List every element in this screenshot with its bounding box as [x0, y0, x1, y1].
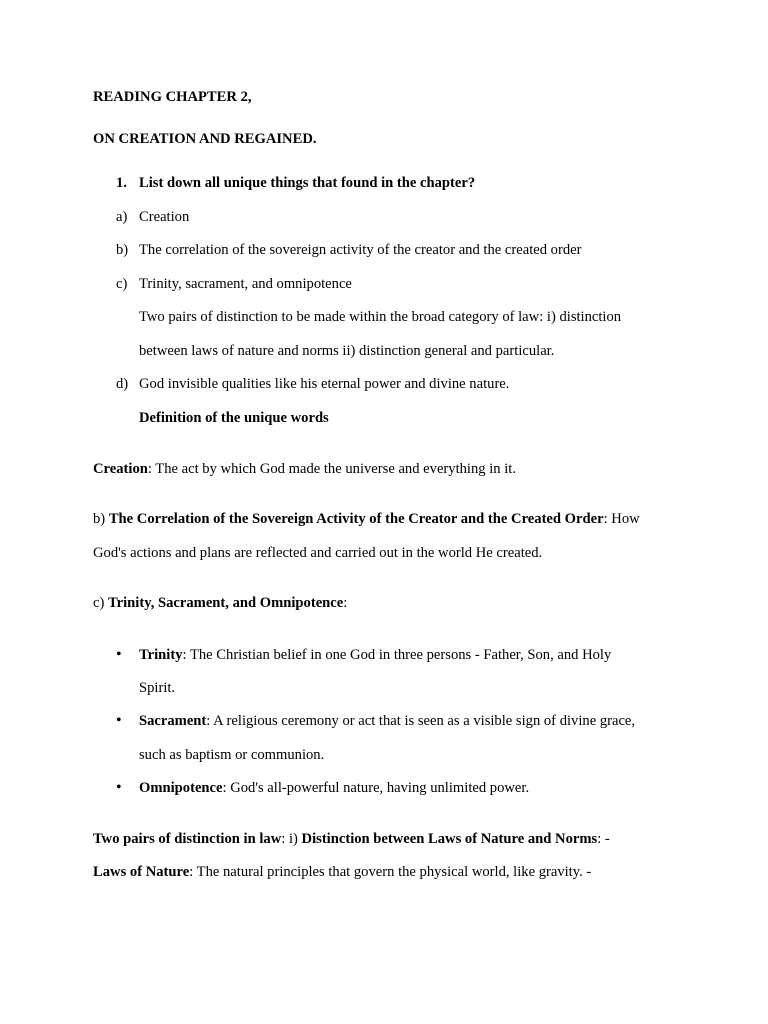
- bullet-icon: •: [116, 779, 122, 796]
- law-end-text: : -: [597, 831, 610, 847]
- trinity-bullet-line2: Spirit.: [139, 680, 176, 696]
- list-item-c-extra-line2: between laws of nature and norms ii) distinction general and particular.: [139, 343, 555, 359]
- sacrament-bullet-line1: [139, 712, 635, 730]
- law-mid-text: : i): [281, 831, 302, 847]
- trinity-heading-prefix: c): [93, 595, 108, 611]
- bullet-icon: •: [116, 646, 122, 663]
- correlation-term: The Correlation of the Sovereign Activity of the Creator and the Created Order: [108, 511, 604, 527]
- question-text: List down all unique things that found in the chapter?: [139, 175, 476, 191]
- list-item-d: God invisible qualities like his eternal power and divine nature.: [139, 376, 510, 392]
- list-item-b: The correlation of the sovereign activity of the creator and the created order: [139, 242, 582, 258]
- correlation-prefix: b): [93, 511, 109, 527]
- sacrament-bullet-line2: such as baptism or communion.: [139, 747, 325, 763]
- creation-term: Creation: [93, 461, 148, 477]
- law-distinction-line2: [93, 863, 591, 881]
- sacrament-text: : A religious ceremony or act that is seen as a visible sign of divine grace,: [206, 713, 636, 729]
- correlation-text: : How: [603, 511, 640, 527]
- list-marker-a: a): [116, 209, 128, 225]
- correlation-definition-line1: [93, 510, 640, 528]
- law-term-distinction: Distinction between Laws of Nature and Norms: [301, 831, 598, 847]
- trinity-term: Trinity: [139, 647, 183, 663]
- laws-of-nature-term: Laws of Nature: [93, 864, 190, 880]
- list-marker-c: c): [116, 276, 128, 292]
- chapter-subtitle: ON CREATION AND REGAINED.: [93, 131, 317, 147]
- definitions-heading: Definition of the unique words: [139, 410, 329, 426]
- question-number: 1.: [116, 175, 127, 191]
- creation-text: : The act by which God made the universe and everything in it.: [147, 461, 516, 477]
- list-item-a: Creation: [139, 209, 190, 225]
- sacrament-term: Sacrament: [139, 713, 207, 729]
- omnipotence-bullet: [139, 779, 529, 797]
- trinity-heading-suffix: :: [343, 595, 348, 611]
- list-item-c-extra-line1: Two pairs of distinction to be made within the broad category of law: i) distinction: [139, 309, 622, 325]
- list-marker-d: d): [116, 376, 129, 392]
- trinity-text: : The Christian belief in one God in three persons - Father, Son, and Holy: [182, 647, 612, 663]
- omnipotence-term: Omnipotence: [139, 780, 223, 796]
- law-term-pairs: Two pairs of distinction in law: [93, 831, 282, 847]
- bullet-icon: •: [116, 712, 122, 729]
- list-marker-b: b): [116, 242, 129, 258]
- chapter-title: READING CHAPTER 2,: [93, 89, 252, 105]
- trinity-section-heading: [93, 594, 347, 612]
- omnipotence-text: : God's all-powerful nature, having unlimited power.: [222, 780, 530, 796]
- trinity-heading-term: Trinity, Sacrament, and Omnipotence: [108, 595, 344, 611]
- law-distinction-line1: [93, 830, 610, 848]
- creation-definition: [93, 460, 516, 478]
- correlation-definition-line2: God's actions and plans are reflected and carried out in the world He created.: [93, 545, 543, 561]
- trinity-bullet-line1: [139, 646, 611, 664]
- list-item-c: Trinity, sacrament, and omnipotence: [139, 276, 352, 292]
- laws-of-nature-text: : The natural principles that govern the physical world, like gravity. -: [189, 864, 592, 880]
